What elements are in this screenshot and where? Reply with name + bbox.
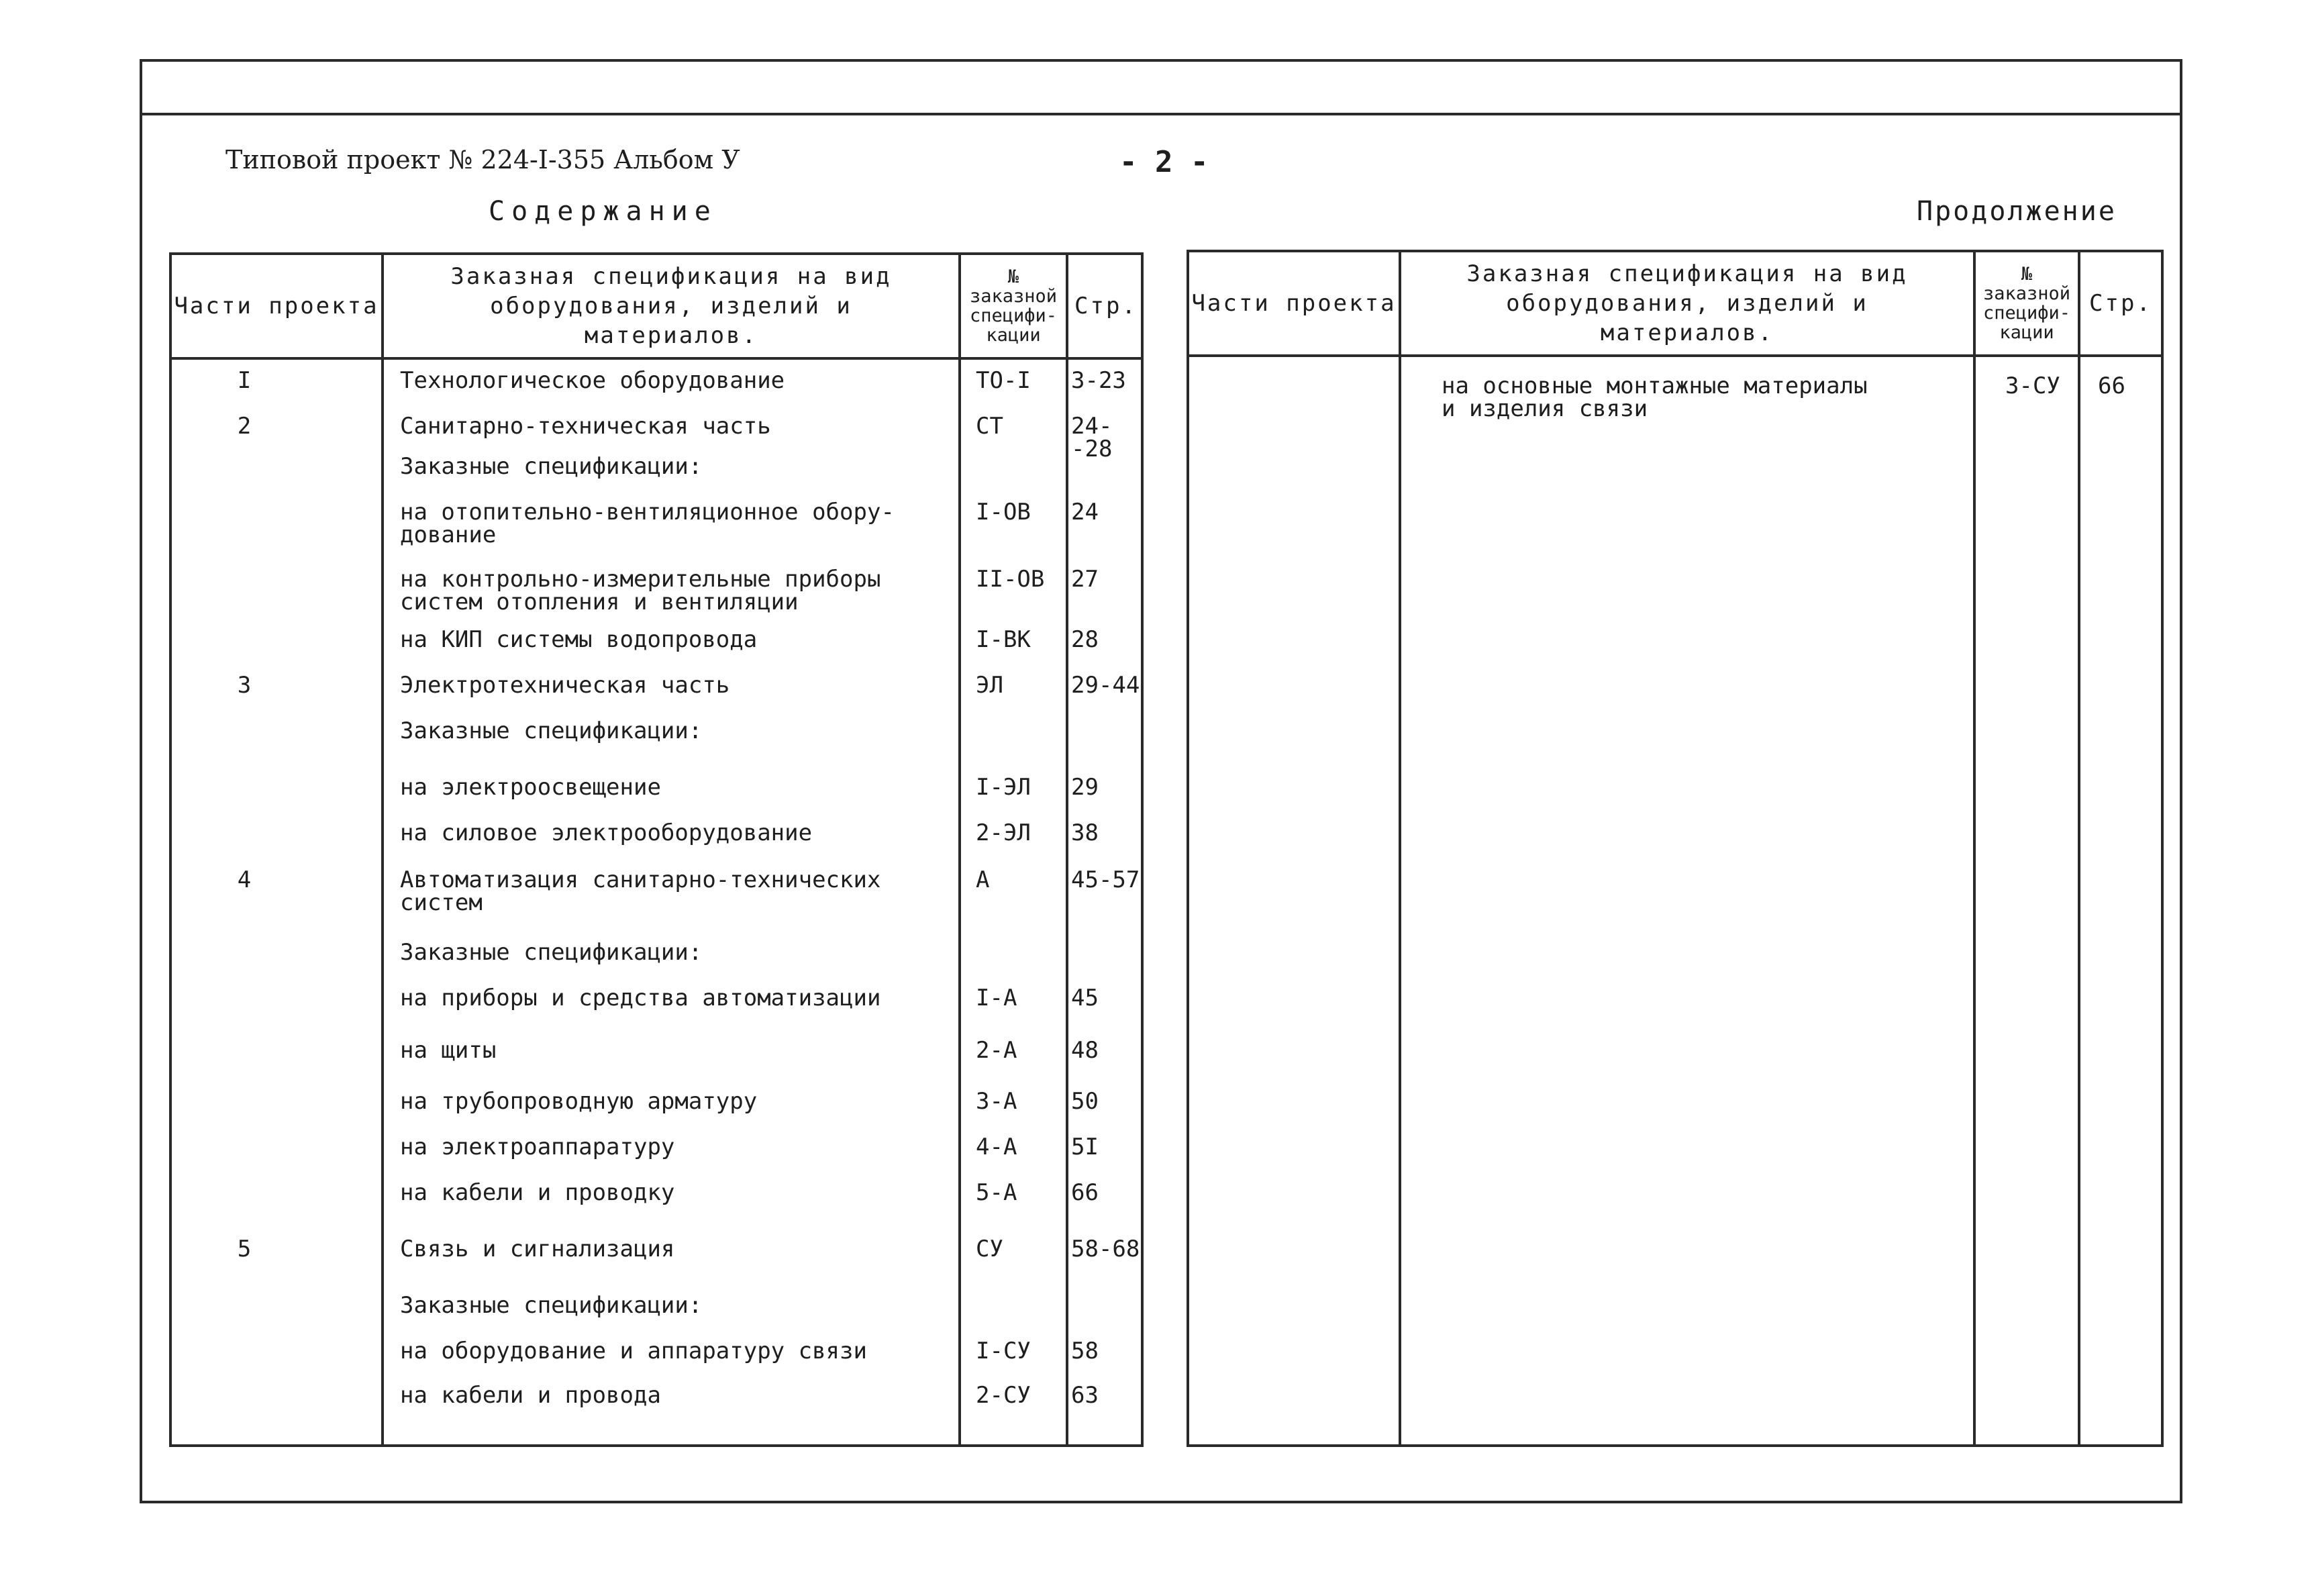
spec-name: Санитарно-техническая часть: [400, 413, 771, 440]
spec-name: Технологическое оборудование: [400, 367, 785, 394]
contents-table-right: [1187, 250, 2164, 1447]
page-ref: 24- -28: [1071, 413, 1113, 462]
order-code: 4-А: [976, 1134, 1017, 1160]
page-ref: 66: [2098, 372, 2125, 399]
spec-name: на кабели и проводку: [400, 1179, 675, 1206]
order-code: II-ОВ: [976, 566, 1045, 593]
page-ref: 3-23: [1071, 367, 1126, 394]
header-order-number: № заказной специфи-кации: [1982, 264, 2071, 343]
order-code: 2-ЭЛ: [976, 819, 1031, 846]
order-code: ЭЛ: [976, 672, 1003, 699]
page-ref: 45-57: [1071, 866, 1140, 893]
order-code: СУ: [976, 1236, 1003, 1262]
order-code: 2-А: [976, 1037, 1017, 1064]
part-number: 5: [237, 1236, 252, 1262]
header-page: Стр.: [2089, 290, 2152, 317]
order-code: I-ЭЛ: [976, 774, 1031, 801]
header-part: Части проекта: [174, 293, 379, 319]
spec-name: на основные монтажные материалы и изделия связи: [1442, 372, 1868, 422]
order-code: 2-СУ: [976, 1382, 1031, 1409]
part-number: 2: [237, 413, 252, 440]
spec-name: на электроаппаратуру: [400, 1134, 675, 1160]
order-code: I-ВК: [976, 626, 1031, 653]
continuation-heading: Продолжение: [1917, 196, 2117, 227]
header-page: Стр.: [1074, 293, 1138, 319]
page-ref: 27: [1071, 566, 1099, 593]
spec-name: Электротехническая часть: [400, 672, 730, 699]
order-code: ТО-I: [976, 367, 1031, 394]
spec-name: на щиты: [400, 1037, 497, 1064]
page-ref: 28: [1071, 626, 1099, 653]
header-order-number: № заказной специфи-кации: [969, 266, 1058, 346]
page-ref: 63: [1071, 1382, 1099, 1409]
spec-name: Заказные спецификации:: [400, 1292, 703, 1319]
spec-name: Заказные спецификации:: [400, 453, 703, 480]
page-ref: 50: [1071, 1088, 1099, 1115]
project-title: Типовой проект № 224-I-355 Альбом У: [225, 145, 740, 174]
spec-name: на оборудование и аппаратуру связи: [400, 1338, 867, 1364]
page-ref: 66: [1071, 1179, 1099, 1206]
header-spec: Заказная спецификация на вид оборудования, изделий и материалов.: [1466, 260, 1908, 346]
spec-name: на кабели и провода: [400, 1382, 661, 1409]
spec-name: на контрольно-измерительные приборы систем отопления и вентиляции: [400, 566, 881, 615]
spec-name: на КИП системы водопровода: [400, 626, 758, 653]
page-ref: 5I: [1071, 1134, 1099, 1160]
order-code: I-А: [976, 985, 1017, 1011]
part-number: I: [237, 367, 252, 394]
order-code: I-СУ: [976, 1338, 1031, 1364]
page-ref: 58: [1071, 1338, 1099, 1364]
spec-name: на электроосвещение: [400, 774, 661, 801]
spec-name: Заказные спецификации:: [400, 939, 703, 966]
page-ref: 48: [1071, 1037, 1099, 1064]
spec-name: Связь и сигнализация: [400, 1236, 675, 1262]
spec-name: на трубопроводную арматуру: [400, 1088, 758, 1115]
part-number: 3: [237, 672, 252, 699]
spec-name: на отопительно-вентиляционное обору- дование: [400, 499, 895, 548]
spec-name: на силовое электрооборудование: [400, 819, 813, 846]
order-code: I-ОВ: [976, 499, 1031, 526]
order-code: А: [976, 866, 990, 893]
header-spec: Заказная спецификация на вид оборудования, изделий и материалов.: [450, 263, 892, 349]
page-ref: 58-68: [1071, 1236, 1140, 1262]
page-ref: 24: [1071, 499, 1099, 526]
contents-table-left: [169, 252, 1144, 1447]
order-code: 3-А: [976, 1088, 1017, 1115]
order-code: СТ: [976, 413, 1003, 440]
page-ref: 29-44: [1071, 672, 1140, 699]
header-part: Части проекта: [1191, 290, 1397, 317]
spec-name: Заказные спецификации:: [400, 717, 703, 744]
part-number: 4: [237, 866, 252, 893]
page-ref: 29: [1071, 774, 1099, 801]
page-ref: 45: [1071, 985, 1099, 1011]
order-code: 3-СУ: [2005, 372, 2060, 399]
spec-name: Автоматизация санитарно-технических систем: [400, 866, 881, 916]
page-ref: 38: [1071, 819, 1099, 846]
frame-top-band: [140, 113, 2182, 115]
spec-name: на приборы и средства автоматизации: [400, 985, 881, 1011]
order-code: 5-А: [976, 1179, 1017, 1206]
contents-heading: Содержание: [489, 196, 717, 227]
page-number: - 2 -: [1119, 145, 1209, 179]
